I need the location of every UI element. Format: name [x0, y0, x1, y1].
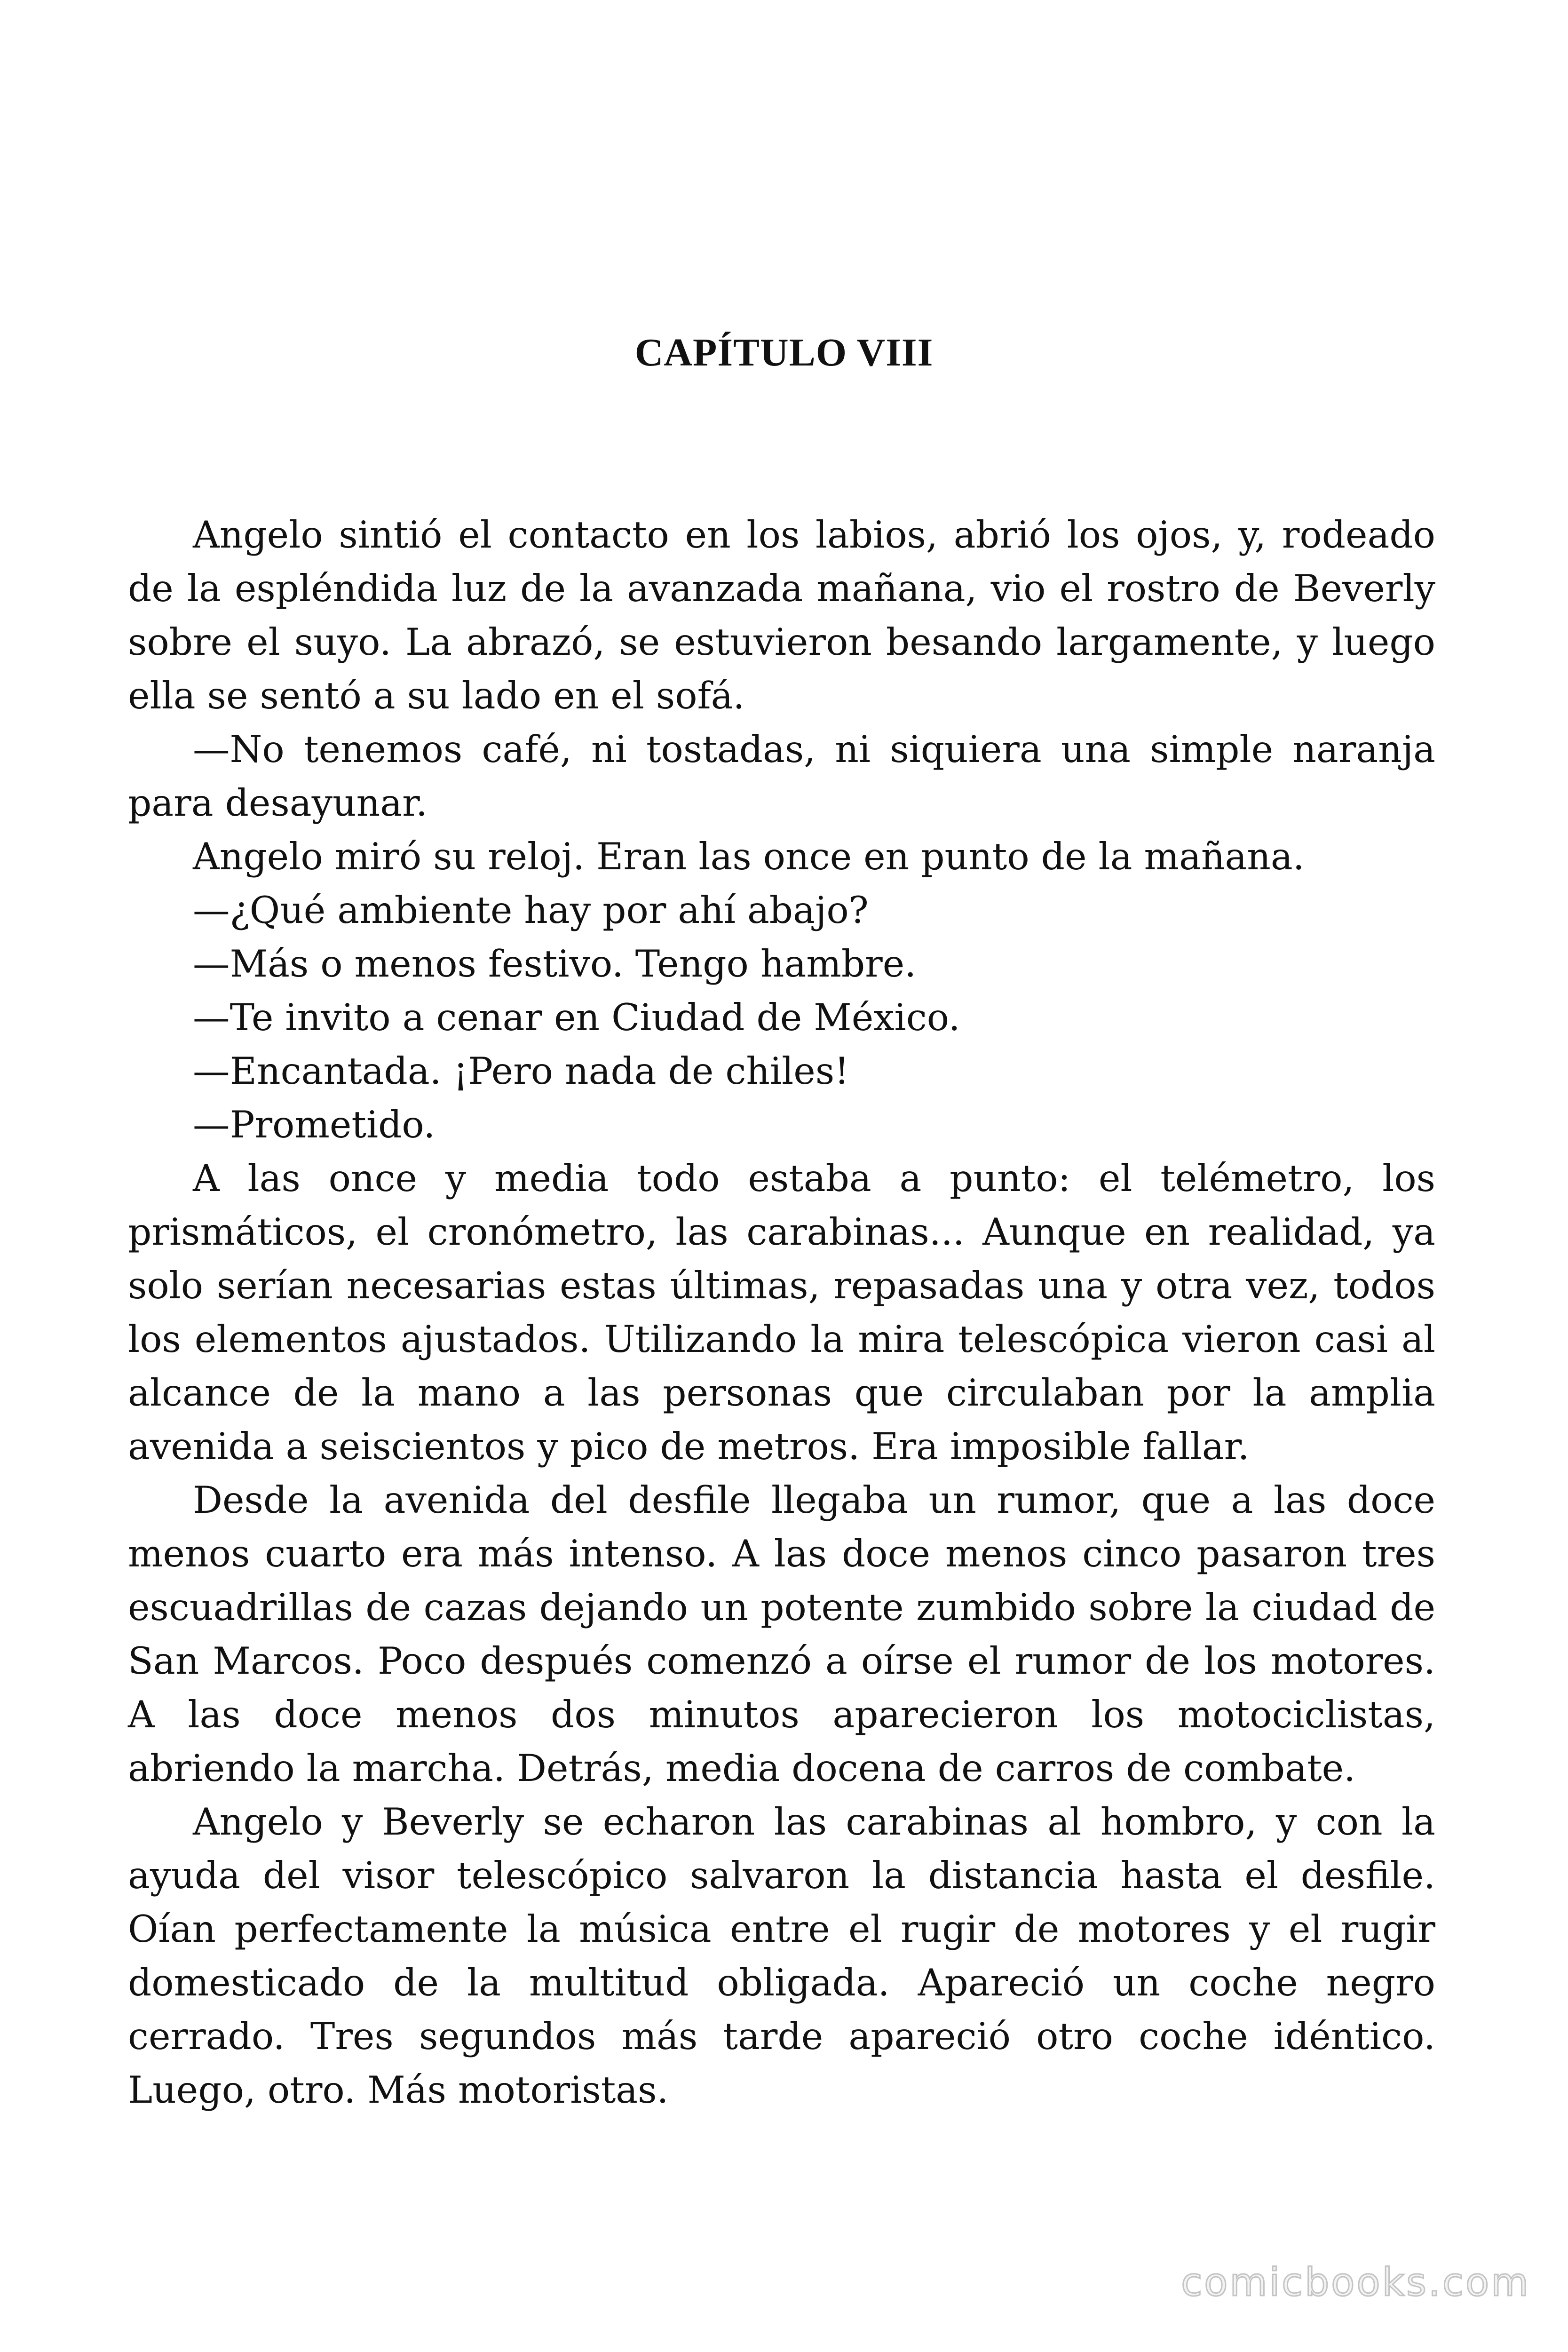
paragraph: —Prometido. — [193, 1103, 436, 1146]
paragraph: —No tenemos café, ni tostadas, ni siquiera una simple naranja para desayunar. — [128, 728, 1435, 825]
paragraph: Angelo sintió el contacto en los labios, abrió los ojos, y, rodeado de la espléndida luz de la avanzada mañana, vio el rostro de Beverly sobre el suyo. La abrazó, se estuvieron besando largamente, y luego ella se sentó a su lado en el sofá. — [128, 513, 1435, 717]
paragraph: —¿Qué ambiente hay por ahí abajo? — [193, 889, 869, 932]
paragraph: —Encantada. ¡Pero nada de chiles! — [193, 1049, 849, 1093]
paragraph: Angelo miró su reloj. Eran las once en punto de la mañana. — [193, 835, 1305, 878]
paragraph: A las once y media todo estaba a punto: el telémetro, los prismáticos, el cronómetro, las carabinas... Aunque en realidad, ya solo serían necesarias estas últimas, repasadas una y otra vez, todos los elementos ajustados. Utilizando la mira telescópica vieron casi al alcance de la mano a las personas que circulaban por la amplia avenida a seiscientos y pico de metros. Era imposible fallar. — [128, 1157, 1435, 1468]
chapter-body — [128, 508, 1435, 2117]
chapter-title: CAPÍTULO VIII — [634, 331, 934, 374]
paragraph: —Más o menos festivo. Tengo hambre. — [193, 942, 917, 985]
site-watermark: comicbooks.com — [1181, 2260, 1530, 2305]
paragraph: —Te invito a cenar en Ciudad de México. — [193, 996, 960, 1039]
paragraph: Desde la avenida del desfile llegaba un rumor, que a las doce menos cuarto era más intenso. A las doce menos cinco pasaron tres escuadrillas de cazas dejando un potente zumbido sobre la ciudad de San Marcos. Poco después comenzó a oírse el rumor de los motores. A las doce menos dos minutos aparecieron los motociclistas, abriendo la marcha. Detrás, media docena de carros de combate. — [128, 1478, 1435, 1790]
paragraph: Angelo y Beverly se echaron las carabinas al hombro, y con la ayuda del visor telescópico salvaron la distancia hasta el desfile. Oían perfectamente la música entre el rugir de motores y el rugir domesticado de la multitud obligada. Apareció un coche negro cerrado. Tres segundos más tarde apareció otro coche idéntico. Luego, otro. Más motoristas. — [128, 1800, 1435, 2112]
